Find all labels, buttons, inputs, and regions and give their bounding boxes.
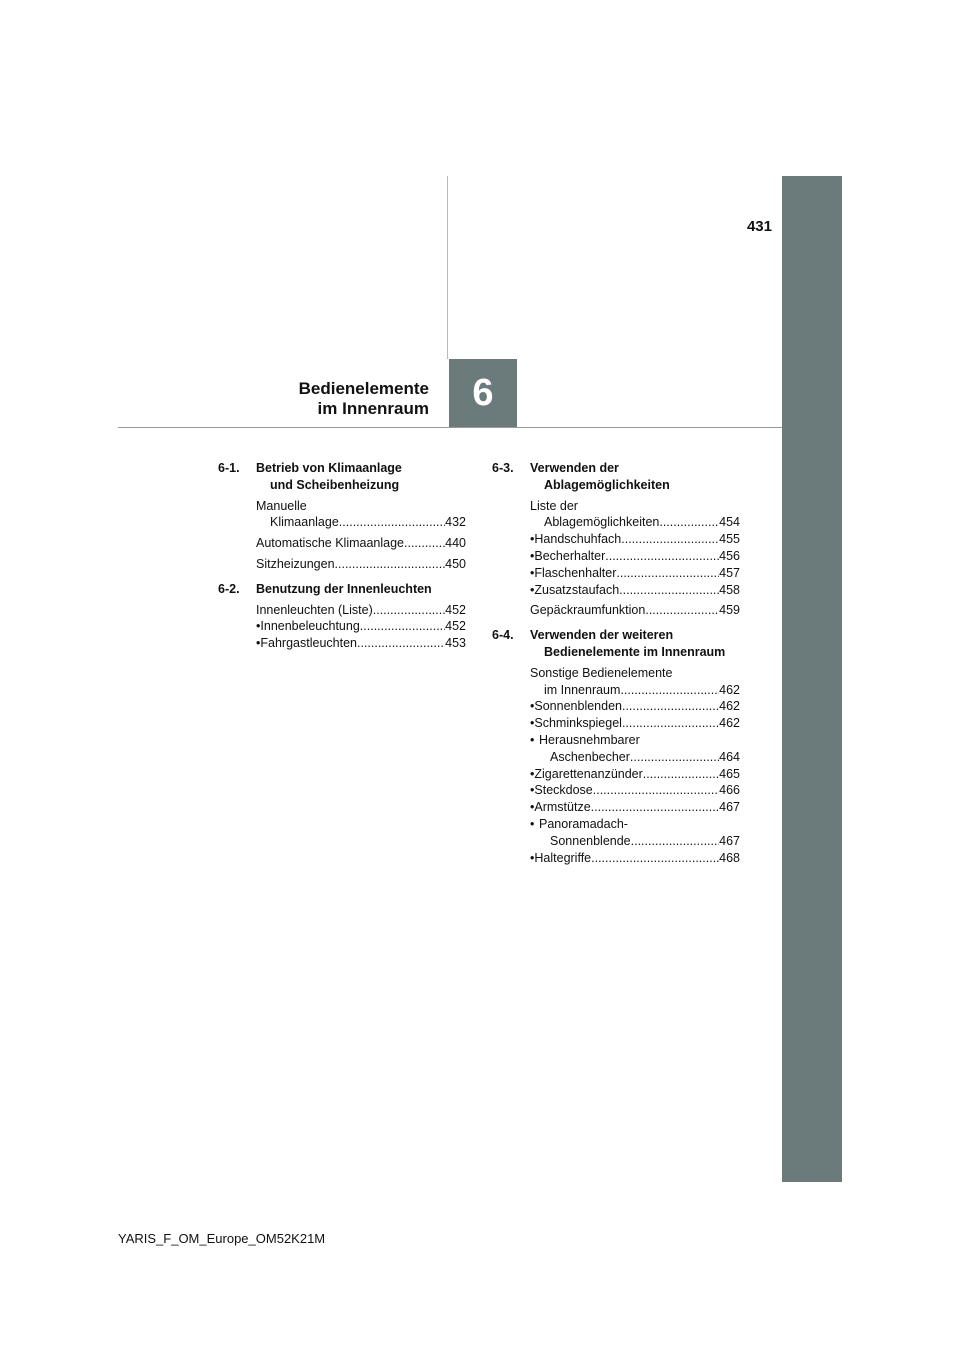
section-number: 6-4.	[492, 628, 514, 643]
toc-subentry-haltegriffe[interactable]: • Haltegriffe ..... 468	[530, 850, 740, 867]
bullet-icon: •	[530, 582, 535, 597]
toc-subentry-fahrgastleuchten[interactable]: • Fahrgastleuchten ..... 453	[256, 635, 466, 652]
toc-entry-manuelle-klimaanlage[interactable]: Manuelle Klimaanlage ..... 432	[256, 498, 466, 532]
toc-subentry-steckdose[interactable]: • Steckdose ..... 466	[530, 782, 740, 799]
toc-subentry-handschuhfach[interactable]: • Handschuhfach ..... 455	[530, 531, 740, 548]
toc-entry-automatische-klimaanlage[interactable]: Automatische Klimaanlage ..... 440	[256, 535, 466, 552]
toc-subentry-flaschenhalter[interactable]: • Flaschenhalter ..... 457	[530, 565, 740, 582]
page-ref: 454	[719, 515, 740, 530]
section-title: Betrieb von Klimaanlage und Scheibenheizung	[256, 461, 402, 492]
toc-section-6-2[interactable]	[218, 581, 466, 598]
page-number: 431	[746, 218, 772, 235]
page-ref: 457	[719, 565, 740, 580]
bullet-icon: •	[530, 783, 535, 798]
chapter-side-tab	[782, 176, 842, 1182]
chapter-title	[299, 379, 429, 419]
toc-column-right	[492, 460, 740, 870]
toc-subentry-zusatzstaufach[interactable]: • Zusatzstaufach ..... 458	[530, 582, 740, 599]
section-title: Verwenden der Ablagemöglichkeiten	[530, 461, 670, 492]
page-ref: 467	[719, 800, 740, 815]
section-title: Benutzung der Innenleuchten	[256, 581, 432, 596]
document-footer: YARIS_F_OM_Europe_OM52K21M	[118, 1231, 326, 1246]
chapter-title-line2: im Innenraum	[317, 399, 429, 418]
toc-entry-liste-der-ablagemoeglichkeiten[interactable]: Liste der Ablagemöglichkeiten ..... 454	[530, 498, 740, 532]
toc-entry-sitzheizungen[interactable]: Sitzheizungen ..... 450	[256, 556, 466, 573]
toc-entry-innenleuchten-liste[interactable]: Innenleuchten (Liste) ..... 452	[256, 602, 466, 619]
page-ref: 464	[719, 749, 740, 764]
header-divider-horizontal	[118, 427, 782, 428]
toc-entry-sonstige-bedienelemente[interactable]: Sonstige Bedienelemente im Innenraum ..... 462	[530, 665, 740, 699]
page-ref: 456	[719, 548, 740, 563]
toc-entry-gepaeckraumfunktion[interactable]: Gepäckraumfunktion ..... 459	[530, 602, 740, 619]
bullet-icon: •	[530, 816, 535, 831]
toc-sublist	[530, 531, 740, 598]
page-ref: 462	[719, 682, 740, 697]
page-ref: 468	[719, 850, 740, 865]
page-ref: 455	[719, 532, 740, 547]
bullet-icon: •	[530, 716, 535, 731]
toc-subentry-innenbeleuchtung[interactable]: • Innenbeleuchtung ..... 452	[256, 618, 466, 635]
bullet-icon: •	[530, 565, 535, 580]
bullet-icon: •	[530, 699, 535, 714]
bullet-icon: •	[256, 619, 261, 634]
page-ref: 440	[445, 536, 466, 551]
toc-section-6-3[interactable]	[492, 460, 740, 494]
chapter-number-box: 6	[449, 359, 517, 427]
section-number: 6-1.	[218, 461, 240, 475]
toc-subentry-zigarettenanzuender[interactable]: • Zigarettenanzünder ..... 465	[530, 766, 740, 783]
section-number: 6-3.	[492, 461, 514, 475]
section-title: Verwenden der weiteren Bedienelemente im Innenraum	[530, 628, 726, 659]
bullet-icon: •	[530, 732, 535, 747]
toc-subentry-armstuetze[interactable]: • Armstütze ..... 467	[530, 799, 740, 816]
bullet-icon: •	[530, 850, 535, 865]
chapter-title-line1: Bedienelemente	[298, 379, 429, 398]
bullet-icon: •	[530, 800, 535, 815]
bullet-icon: •	[530, 766, 535, 781]
toc-section-6-1[interactable]	[218, 460, 466, 494]
toc-subentry-sonnenblenden[interactable]: • Sonnenblenden ..... 462	[530, 698, 740, 715]
page-ref: 462	[719, 716, 740, 731]
header-divider-vertical	[447, 176, 448, 359]
page-ref: 450	[445, 556, 466, 571]
toc-subentry-aschenbecher[interactable]: • Herausnehmbarer Aschenbecher ..... 464	[530, 732, 740, 766]
page-ref: 465	[719, 766, 740, 781]
toc-sublist	[256, 618, 466, 652]
page-ref: 458	[719, 582, 740, 597]
bullet-icon: •	[530, 532, 535, 547]
bullet-icon: •	[256, 636, 261, 651]
toc-subentry-schminkspiegel[interactable]: • Schminkspiegel ..... 462	[530, 715, 740, 732]
page-ref: 452	[445, 602, 466, 617]
toc-sublist	[530, 698, 740, 866]
page-ref: 453	[445, 636, 466, 651]
page-ref: 467	[719, 833, 740, 848]
section-number: 6-2.	[218, 581, 240, 596]
toc-subentry-panoramadach-sonnenblende[interactable]: • Panoramadach- Sonnenblende ..... 467	[530, 816, 740, 850]
page-ref: 466	[719, 783, 740, 798]
page-ref: 462	[719, 699, 740, 714]
toc-subentry-becherhalter[interactable]: • Becherhalter ..... 456	[530, 548, 740, 565]
toc-column-left	[218, 460, 466, 656]
page-ref: 459	[719, 603, 740, 618]
page-ref: 432	[445, 515, 466, 530]
bullet-icon: •	[530, 548, 535, 563]
toc-section-6-4[interactable]	[492, 627, 740, 661]
page-ref: 452	[445, 619, 466, 634]
